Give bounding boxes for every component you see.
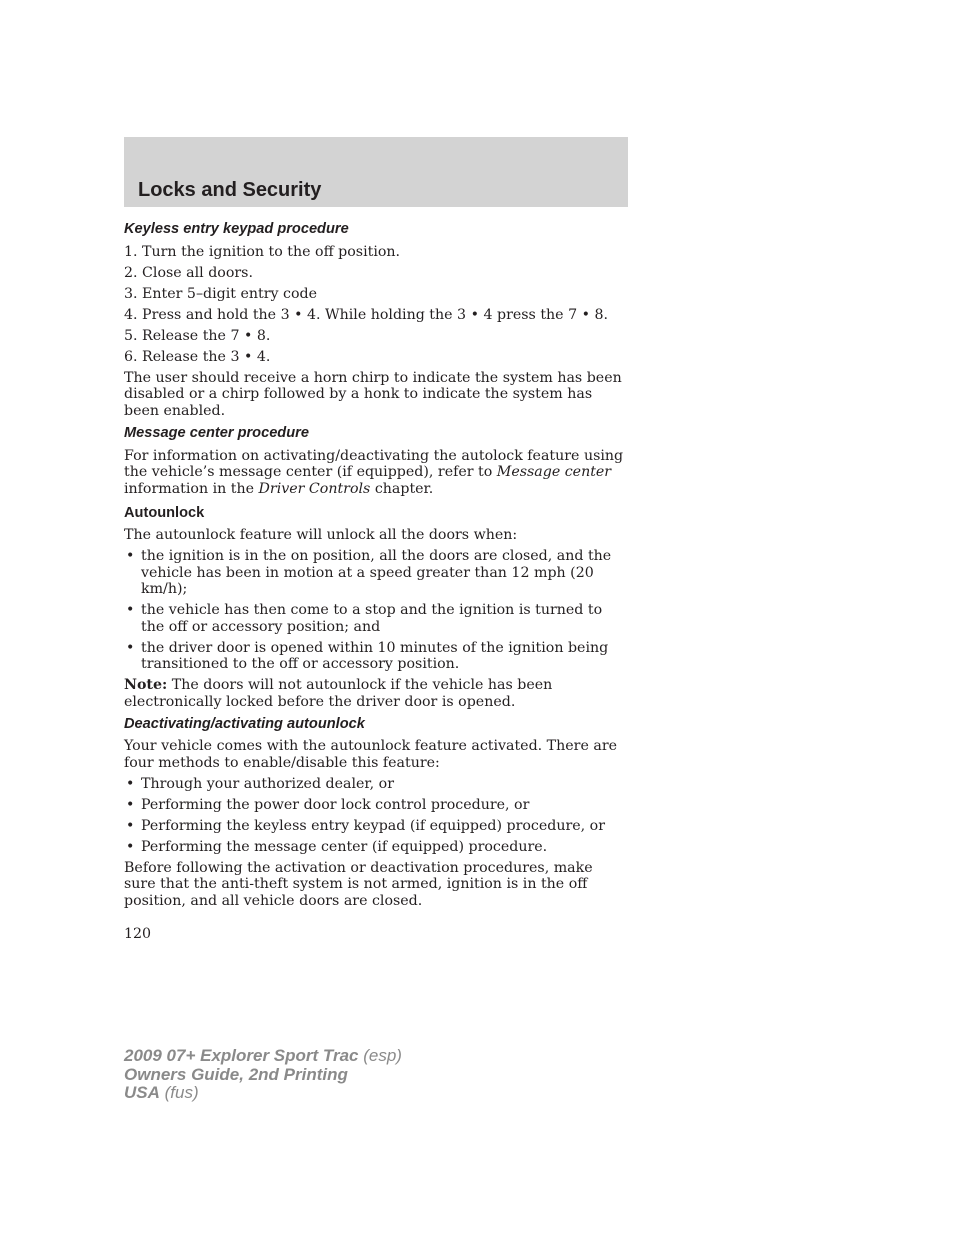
bullet-text: Performing the message center (if equipped) procedure. (141, 838, 548, 855)
bullet-text: the driver door is opened within 10 minutes of the ignition being transitioned to the off or accessory position. (141, 639, 609, 672)
bullet-icon: • (126, 548, 135, 564)
bullet-icon: • (126, 775, 135, 792)
keyless-steps-list (124, 244, 628, 366)
page-number: 120 (124, 926, 152, 942)
autounlock-bullets (124, 548, 628, 673)
bullet-text: the ignition is in the on position, all the doors are closed, and the vehicle has been in motion at a speed greater than 12 mph (20 km/h); (141, 548, 612, 597)
bullet-text: the vehicle has then come to a stop and the ignition is turned to the off or accessory position; and (141, 602, 603, 635)
section-title: Locks and Security (138, 179, 322, 201)
list-item (124, 640, 628, 673)
keyless-paragraph: The user should receive a horn chirp to indicate the system has been disabled or a chirp followed by a honk to indicate the system has been enabled. (124, 369, 622, 419)
driver-controls-reference: Driver Controls (258, 480, 371, 497)
bullet-text: Performing the power door lock control procedure, or (141, 796, 530, 813)
autounlock-note (124, 677, 628, 710)
footer-market: USA (124, 1083, 160, 1102)
autounlock-heading: Autounlock (124, 505, 205, 521)
bullet-icon: • (126, 796, 135, 813)
list-item (124, 776, 628, 793)
list-item (124, 548, 628, 598)
list-item: 2. Close all doors. (124, 264, 253, 281)
note-label: Note: (124, 677, 168, 693)
message-center-text-3: chapter. (370, 480, 434, 497)
message-center-heading: Message center procedure (124, 425, 309, 441)
keyless-entry-heading: Keyless entry keypad procedure (124, 221, 349, 237)
list-item: 6. Release the 3 • 4. (124, 348, 271, 365)
note-text: The doors will not autounlock if the vehicle has been electronically locked before the driver door is opened. (124, 677, 553, 710)
list-item: 4. Press and hold the 3 • 4. While holding the 3 • 4 press the 7 • 8. (124, 306, 609, 323)
deactivating-bullets (124, 776, 628, 856)
message-center-text-1: For information on activating/deactivating the autolock feature using the vehicle’s message center (if equipped), refer to (124, 447, 624, 480)
bullet-text: Performing the keyless entry keypad (if equipped) procedure, or (141, 817, 605, 834)
list-item (124, 602, 628, 635)
bullet-icon: • (126, 639, 135, 656)
bullet-text: Through your authorized dealer, or (141, 775, 394, 792)
footer-market-code: (fus) (159, 1083, 199, 1102)
list-item: 3. Enter 5–digit entry code (124, 285, 318, 302)
document-footer (124, 1047, 402, 1103)
list-item: 1. Turn the ignition to the off position. (124, 243, 401, 260)
bullet-icon: • (126, 817, 135, 834)
footer-line-1 (124, 1047, 402, 1066)
page-content (124, 219, 628, 909)
section-header-band (124, 137, 628, 207)
message-center-text-2: information in the (124, 480, 259, 497)
list-item: 5. Release the 7 • 8. (124, 327, 271, 344)
bullet-icon: • (126, 838, 135, 855)
footer-line-2 (124, 1066, 402, 1085)
footer-model-code: (esp) (358, 1046, 402, 1065)
footer-edition: Owners Guide, 2nd Printing (124, 1064, 348, 1084)
list-item (124, 797, 628, 814)
message-center-reference: Message center (496, 464, 612, 480)
deactivating-intro: Your vehicle comes with the autounlock feature activated. There are four methods to enable/disable this feature: (124, 738, 617, 771)
deactivating-closing: Before following the activation or deactivation procedures, make sure that the anti-theft system is not armed, ignition is in the off position, and all vehicle doors are closed. (124, 859, 593, 909)
deactivating-heading: Deactivating/activating autounlock (124, 716, 365, 732)
list-item (124, 839, 628, 856)
bullet-icon: • (126, 602, 135, 618)
footer-line-3 (124, 1084, 402, 1103)
autounlock-intro: The autounlock feature will unlock all the doors when: (124, 527, 518, 543)
message-center-paragraph (124, 448, 628, 498)
footer-model: 2009 07+ Explorer Sport Trac (124, 1046, 359, 1065)
list-item (124, 818, 628, 835)
